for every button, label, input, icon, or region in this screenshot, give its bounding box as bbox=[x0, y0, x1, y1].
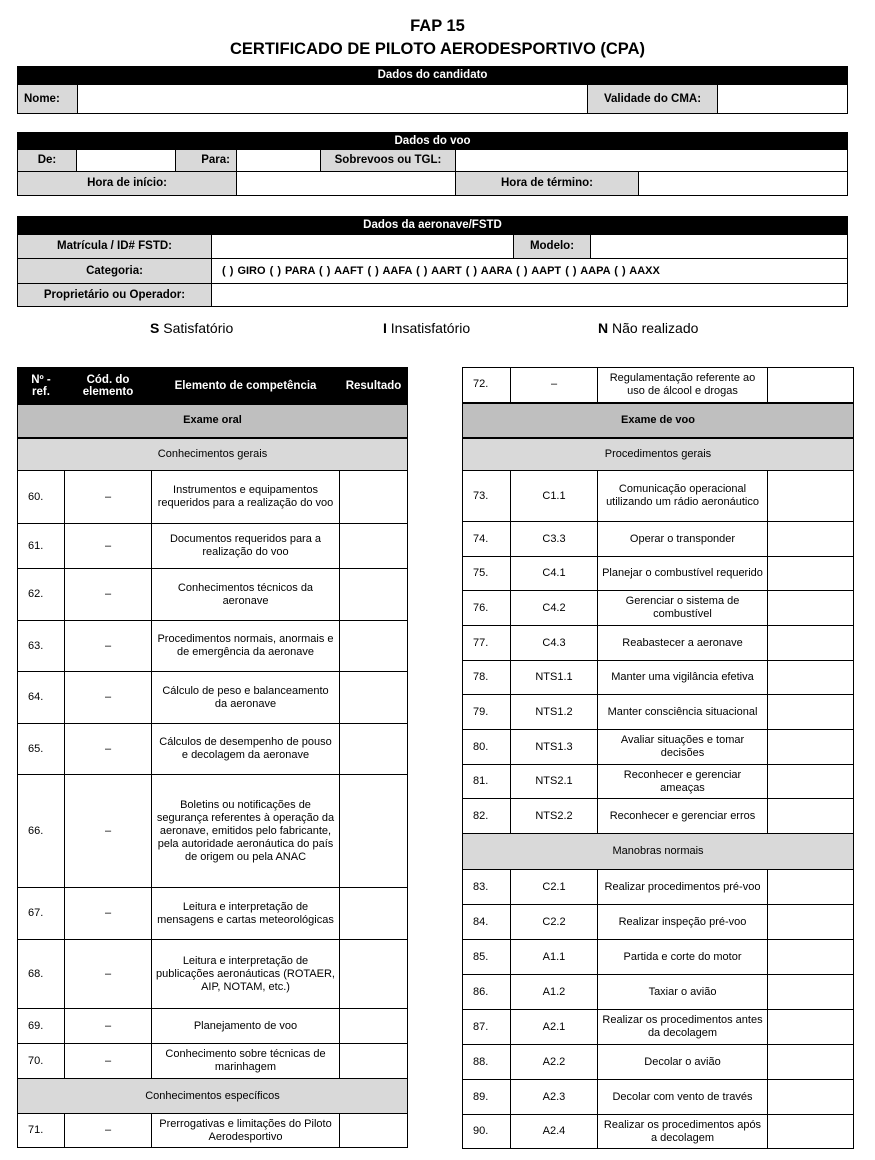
competency-element: Gerenciar o sistema de combustível bbox=[598, 591, 768, 626]
competency-element: Realizar procedimentos pré-voo bbox=[598, 870, 768, 905]
legend-n-text: Não realizado bbox=[612, 320, 699, 336]
competency-element: Documentos requeridos para a realização do voo bbox=[152, 524, 340, 569]
competency-element: Conhecimentos técnicos da aeronave bbox=[152, 569, 340, 621]
element-code: C4.3 bbox=[511, 626, 598, 661]
legend-satisfactory bbox=[150, 320, 233, 336]
result-cell[interactable] bbox=[768, 1115, 854, 1149]
legend-not-performed bbox=[598, 320, 698, 336]
competency-element: Planejamento de voo bbox=[152, 1009, 340, 1044]
element-code: – bbox=[65, 1044, 152, 1079]
row-ref: 86. bbox=[463, 975, 511, 1010]
result-cell[interactable] bbox=[768, 870, 854, 905]
form-code: FAP 15 bbox=[410, 17, 465, 35]
competency-element: Manter uma vigilância efetiva bbox=[598, 661, 768, 695]
table-row bbox=[463, 905, 854, 940]
element-code: A2.3 bbox=[511, 1080, 598, 1115]
competency-element: Reconhecer e gerenciar ameaças bbox=[598, 765, 768, 799]
competency-element: Boletins ou notificações de segurança referentes à operação da aeronave, emitidos pelo fabricante, pela autoridade aeronáutica do país de origem ou pela ANAC bbox=[152, 775, 340, 888]
table-row bbox=[18, 775, 408, 888]
candidate-section-title: Dados do candidato bbox=[18, 67, 848, 85]
row-ref: 82. bbox=[463, 799, 511, 834]
competency-element: Leitura e interpretação de mensagens e cartas meteorológicas bbox=[152, 888, 340, 940]
end-time-label: Hora de término: bbox=[456, 172, 639, 196]
overflight-label: Sobrevoos ou TGL: bbox=[321, 150, 456, 172]
competency-element: Reabastecer a aeronave bbox=[598, 626, 768, 661]
end-time-field[interactable] bbox=[639, 172, 848, 196]
element-code: – bbox=[65, 621, 152, 672]
left-competency-table bbox=[17, 367, 408, 1148]
element-code: – bbox=[65, 775, 152, 888]
row-ref: 90. bbox=[463, 1115, 511, 1149]
element-code: – bbox=[65, 1114, 152, 1148]
col-header-result: Resultado bbox=[340, 368, 408, 405]
flight-exam-header: Exame de voo bbox=[463, 403, 854, 438]
competency-element: Regulamentação referente ao uso de álcool e drogas bbox=[598, 368, 768, 403]
table-row bbox=[463, 591, 854, 626]
row-ref: 83. bbox=[463, 870, 511, 905]
general-procedures-header: Procedimentos gerais bbox=[463, 438, 854, 471]
table-row bbox=[463, 975, 854, 1010]
element-code: C3.3 bbox=[511, 522, 598, 557]
result-cell[interactable] bbox=[768, 905, 854, 940]
competency-element: Planejar o combustível requerido bbox=[598, 557, 768, 591]
element-code: – bbox=[65, 471, 152, 524]
table-row bbox=[18, 471, 408, 524]
competency-element: Leitura e interpretação de publicações aeronáuticas (ROTAER, AIP, NOTAM, etc.) bbox=[152, 940, 340, 1009]
row-ref: 75. bbox=[463, 557, 511, 591]
oral-exam-header: Exame oral bbox=[18, 405, 408, 438]
result-cell[interactable] bbox=[768, 940, 854, 975]
col-header-ref: Nº - ref. bbox=[18, 368, 65, 405]
result-cell[interactable] bbox=[340, 775, 408, 888]
to-label: Para: bbox=[176, 150, 237, 172]
row-ref: 64. bbox=[18, 672, 65, 724]
table-row bbox=[18, 569, 408, 621]
result-cell[interactable] bbox=[768, 522, 854, 557]
result-cell[interactable] bbox=[340, 940, 408, 1009]
to-field[interactable] bbox=[237, 150, 321, 172]
table-row bbox=[18, 672, 408, 724]
result-cell[interactable] bbox=[768, 661, 854, 695]
table-row bbox=[463, 1080, 854, 1115]
row-ref: 73. bbox=[463, 471, 511, 522]
competency-element: Cálculos de desempenho de pouso e decolagem da aeronave bbox=[152, 724, 340, 775]
element-code: NTS1.1 bbox=[511, 661, 598, 695]
legend-s-text: Satisfatório bbox=[163, 320, 234, 336]
table-row bbox=[463, 661, 854, 695]
row-ref: 61. bbox=[18, 524, 65, 569]
competency-element: Cálculo de peso e balanceamento da aeronave bbox=[152, 672, 340, 724]
table-row bbox=[18, 1009, 408, 1044]
owner-field[interactable] bbox=[212, 284, 848, 307]
table-row bbox=[463, 471, 854, 522]
row-ref: 69. bbox=[18, 1009, 65, 1044]
name-label: Nome: bbox=[18, 85, 78, 114]
table-row bbox=[18, 621, 408, 672]
form-title: CERTIFICADO DE PILOTO AERODESPORTIVO (CPA) bbox=[230, 40, 645, 58]
flight-table bbox=[17, 132, 848, 196]
element-code: – bbox=[65, 1009, 152, 1044]
row-ref: 85. bbox=[463, 940, 511, 975]
row-ref: 72. bbox=[463, 368, 511, 403]
competency-element: Decolar o avião bbox=[598, 1045, 768, 1080]
element-code: A2.4 bbox=[511, 1115, 598, 1149]
result-cell[interactable] bbox=[768, 1045, 854, 1080]
row-ref: 89. bbox=[463, 1080, 511, 1115]
element-code: A2.1 bbox=[511, 1010, 598, 1045]
legend-i-text: Insatisfatório bbox=[390, 320, 471, 336]
registration-field[interactable] bbox=[212, 235, 514, 259]
competency-element: Instrumentos e equipamentos requeridos para a realização do voo bbox=[152, 471, 340, 524]
table-row bbox=[463, 799, 854, 834]
element-code: – bbox=[511, 368, 598, 403]
legend-unsatisfactory bbox=[383, 320, 470, 336]
row-ref: 71. bbox=[18, 1114, 65, 1148]
row-ref: 63. bbox=[18, 621, 65, 672]
element-code: C2.1 bbox=[511, 870, 598, 905]
result-cell[interactable] bbox=[340, 1009, 408, 1044]
legend-s-code: S bbox=[150, 320, 160, 336]
result-cell[interactable] bbox=[768, 591, 854, 626]
row-ref: 78. bbox=[463, 661, 511, 695]
result-cell[interactable] bbox=[340, 724, 408, 775]
element-code: A1.2 bbox=[511, 975, 598, 1010]
table-row bbox=[463, 522, 854, 557]
aircraft-section-title: Dados da aeronave/FSTD bbox=[18, 217, 848, 235]
row-ref: 80. bbox=[463, 730, 511, 765]
general-knowledge-header: Conhecimentos gerais bbox=[18, 438, 408, 471]
registration-label: Matrícula / ID# FSTD: bbox=[18, 235, 212, 259]
competency-element: Comunicação operacional utilizando um rádio aeronáutico bbox=[598, 471, 768, 522]
row-ref: 79. bbox=[463, 695, 511, 730]
table-row bbox=[463, 1115, 854, 1149]
model-field[interactable] bbox=[591, 235, 848, 259]
table-row bbox=[18, 1114, 408, 1148]
col-header-code: Cód. do elemento bbox=[65, 368, 152, 405]
element-code: NTS2.2 bbox=[511, 799, 598, 834]
result-cell[interactable] bbox=[768, 557, 854, 591]
competency-element: Procedimentos normais, anormais e de emergência da aeronave bbox=[152, 621, 340, 672]
table-row bbox=[463, 626, 854, 661]
start-time-label: Hora de início: bbox=[18, 172, 237, 196]
row-ref: 65. bbox=[18, 724, 65, 775]
row-ref: 81. bbox=[463, 765, 511, 799]
cma-field[interactable] bbox=[718, 85, 848, 114]
result-cell[interactable] bbox=[340, 1044, 408, 1079]
table-row bbox=[463, 940, 854, 975]
result-cell[interactable] bbox=[340, 1114, 408, 1148]
element-code: A1.1 bbox=[511, 940, 598, 975]
element-code: NTS1.2 bbox=[511, 695, 598, 730]
specific-knowledge-header: Conhecimentos específicos bbox=[18, 1079, 408, 1114]
table-row bbox=[18, 940, 408, 1009]
element-code: NTS2.1 bbox=[511, 765, 598, 799]
competency-element: Partida e corte do motor bbox=[598, 940, 768, 975]
result-cell[interactable] bbox=[340, 672, 408, 724]
table-row bbox=[463, 557, 854, 591]
competency-element: Realizar inspeção pré-voo bbox=[598, 905, 768, 940]
cma-label: Validade do CMA: bbox=[588, 85, 718, 114]
row-ref: 87. bbox=[463, 1010, 511, 1045]
table-row bbox=[463, 1045, 854, 1080]
aircraft-table bbox=[17, 216, 848, 307]
table-row bbox=[18, 724, 408, 775]
result-cell[interactable] bbox=[768, 626, 854, 661]
category-label: Categoria: bbox=[18, 259, 212, 284]
row-ref: 60. bbox=[18, 471, 65, 524]
result-cell[interactable] bbox=[768, 975, 854, 1010]
element-code: NTS1.3 bbox=[511, 730, 598, 765]
overflight-field[interactable] bbox=[456, 150, 848, 172]
result-cell[interactable] bbox=[340, 569, 408, 621]
owner-label: Proprietário ou Operador: bbox=[18, 284, 212, 307]
element-code: A2.2 bbox=[511, 1045, 598, 1080]
row-ref: 70. bbox=[18, 1044, 65, 1079]
element-code: – bbox=[65, 672, 152, 724]
element-code: – bbox=[65, 940, 152, 1009]
candidate-table bbox=[17, 66, 848, 114]
legend-i-code: I bbox=[383, 320, 387, 336]
competency-element: Conhecimento sobre técnicas de marinhagem bbox=[152, 1044, 340, 1079]
table-row bbox=[18, 524, 408, 569]
legend-n-code: N bbox=[598, 320, 609, 336]
result-cell[interactable] bbox=[768, 730, 854, 765]
col-header-element: Elemento de competência bbox=[152, 368, 340, 405]
table-row bbox=[463, 870, 854, 905]
right-competency-table bbox=[462, 367, 854, 1149]
result-cell[interactable] bbox=[340, 524, 408, 569]
result-cell[interactable] bbox=[340, 471, 408, 524]
competency-element: Reconhecer e gerenciar erros bbox=[598, 799, 768, 834]
row-ref: 76. bbox=[463, 591, 511, 626]
result-cell[interactable] bbox=[340, 888, 408, 940]
result-cell[interactable] bbox=[768, 765, 854, 799]
start-time-field[interactable] bbox=[237, 172, 456, 196]
table-row bbox=[463, 765, 854, 799]
element-code: C4.2 bbox=[511, 591, 598, 626]
normal-maneuvers-header: Manobras normais bbox=[463, 834, 854, 870]
model-label: Modelo: bbox=[514, 235, 591, 259]
flight-section-title: Dados do voo bbox=[18, 133, 848, 150]
result-cell[interactable] bbox=[768, 471, 854, 522]
competency-element: Prerrogativas e limitações do Piloto Aerodesportivo bbox=[152, 1114, 340, 1148]
table-row bbox=[463, 695, 854, 730]
element-code: C2.2 bbox=[511, 905, 598, 940]
table-row bbox=[463, 368, 854, 403]
row-ref: 88. bbox=[463, 1045, 511, 1080]
competency-element: Avaliar situações e tomar decisões bbox=[598, 730, 768, 765]
row-ref: 84. bbox=[463, 905, 511, 940]
result-cell[interactable] bbox=[768, 1080, 854, 1115]
element-code: – bbox=[65, 724, 152, 775]
row-ref: 77. bbox=[463, 626, 511, 661]
result-cell[interactable] bbox=[340, 621, 408, 672]
row-ref: 67. bbox=[18, 888, 65, 940]
competency-element: Decolar com vento de través bbox=[598, 1080, 768, 1115]
result-cell[interactable] bbox=[768, 368, 854, 403]
table-row bbox=[463, 1010, 854, 1045]
row-ref: 74. bbox=[463, 522, 511, 557]
category-options[interactable]: ( ) GIRO ( ) PARA ( ) AAFT ( ) AAFA ( ) AART ( ) AARA ( ) AAPT ( ) AAPA ( ) AAXX bbox=[212, 259, 848, 284]
table-row bbox=[18, 1044, 408, 1079]
table-row bbox=[18, 888, 408, 940]
table-row bbox=[463, 730, 854, 765]
row-ref: 66. bbox=[18, 775, 65, 888]
element-code: – bbox=[65, 569, 152, 621]
competency-element: Realizar os procedimentos antes da decolagem bbox=[598, 1010, 768, 1045]
competency-element: Realizar os procedimentos após a decolagem bbox=[598, 1115, 768, 1149]
from-label: De: bbox=[18, 150, 77, 172]
competency-element: Operar o transponder bbox=[598, 522, 768, 557]
element-code: – bbox=[65, 524, 152, 569]
result-cell[interactable] bbox=[768, 1010, 854, 1045]
element-code: C4.1 bbox=[511, 557, 598, 591]
competency-element: Manter consciência situacional bbox=[598, 695, 768, 730]
element-code: – bbox=[65, 888, 152, 940]
result-cell[interactable] bbox=[768, 799, 854, 834]
row-ref: 68. bbox=[18, 940, 65, 1009]
row-ref: 62. bbox=[18, 569, 65, 621]
from-field[interactable] bbox=[77, 150, 176, 172]
result-cell[interactable] bbox=[768, 695, 854, 730]
competency-element: Taxiar o avião bbox=[598, 975, 768, 1010]
name-field[interactable] bbox=[78, 85, 588, 114]
element-code: C1.1 bbox=[511, 471, 598, 522]
